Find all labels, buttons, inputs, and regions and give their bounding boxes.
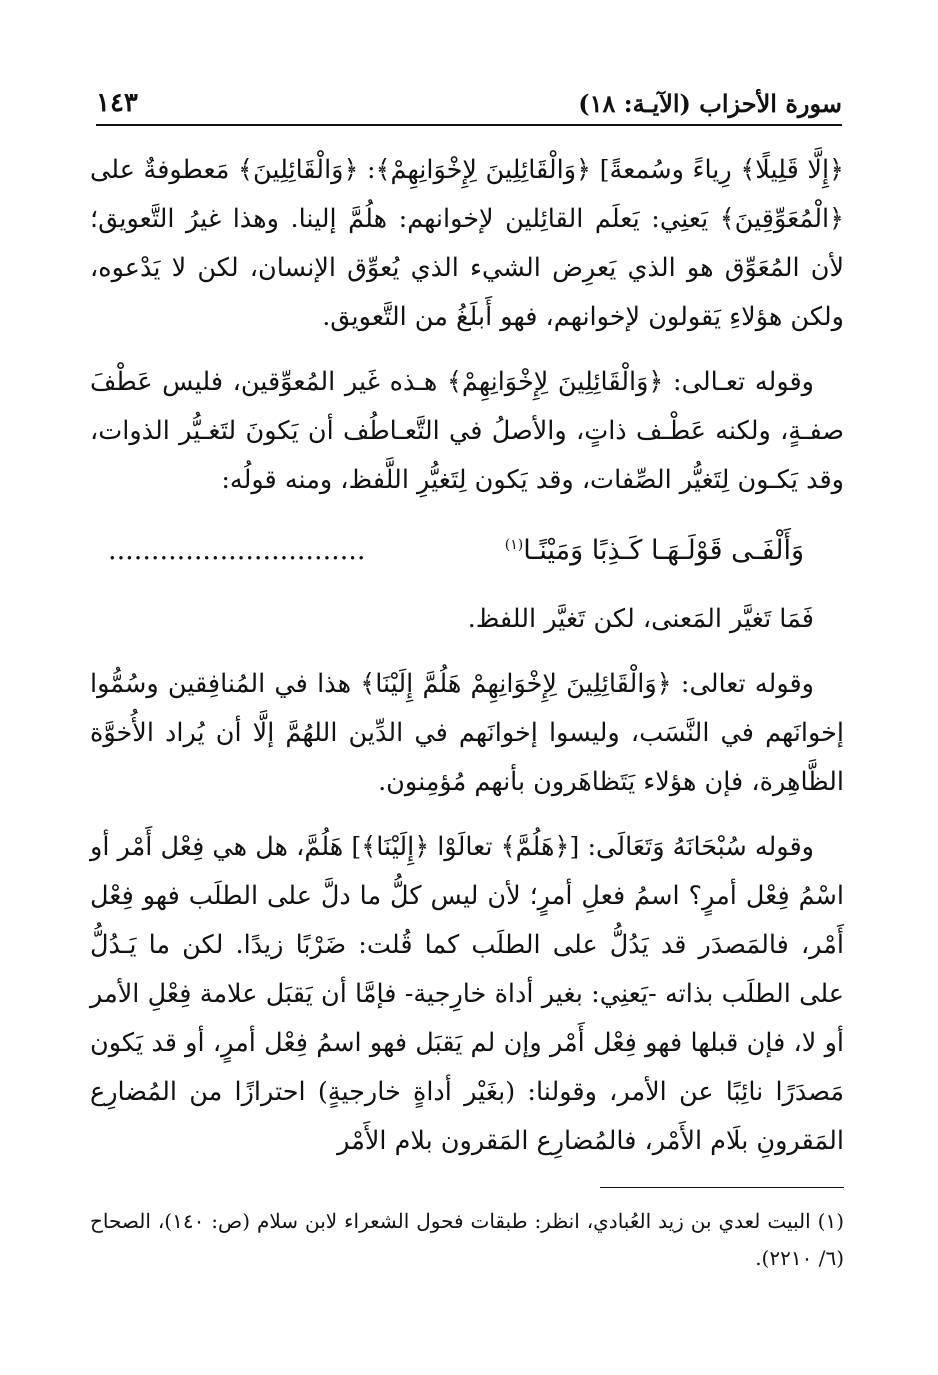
- verse-first-hemistich-ellipsis: ..............................: [108, 535, 366, 566]
- paragraph-2: وقوله تعـالى: ﴿وَالْقَائِلِينَ لِإِخْوَانِهِمْ﴾ هـذه غَير المُعوِّقين، فليس عَطْفَ صفـةٍ، ولكنه عَطْـف ذاتٍ، والأصلُ في التَّعـاطُف أن يَكونَ لتَغـيُّر الذوات، وقد يَكـون لِتَغيُّر الصِّفات، وقد يَكون لِتَغيُّرِ اللَّفظ، ومنه قولُه:: [90, 367, 844, 495]
- footnote-separator: [600, 1187, 844, 1188]
- footnote-marker: (١): [504, 537, 524, 553]
- page-header: [96, 80, 842, 126]
- footnotes: [90, 1203, 844, 1277]
- verse-second-hemistich: وَأَلْفَـى قَوْلَـهَـا كَـذِبًا وَمَيْنًـا$^{(١)}$: [504, 535, 804, 566]
- paragraph-4: وقوله تعالى: ﴿وَالْقَائِلِينَ لِإِخْوَانِهِمْ هَلُمَّ إِلَيْنَا﴾ هذا في المُنافِقين وسُمُّوا إخوانَهم في النَّسَب، وليسوا إخوانَهم في الدِّين اللهُمَّ إلَّا أن يُراد الأُخوَّة الظَّاهِرة، فإن هؤلاء يَتَظاهَرون بأنهم مُؤمِنون.: [90, 669, 844, 797]
- running-title: سورة الأحزاب (الآيـة: ١٨): [578, 89, 842, 118]
- main-text: [90, 146, 844, 1182]
- paragraph-1: ﴿إِلَّا قَلِيلًا﴾ رِياءً وسُمعةً] ﴿وَالْقَائِلِينَ لِإِخْوَانِهِمْ﴾: ﴿وَالْقَائِلِينَ﴾ مَعطوفةٌ على ﴿الْمُعَوِّقِينَ﴾ يَعنِي: يَعلَم القائِلين لإخوانهم: هلُمَّ إلينا. وهذا غيرُ التَّعويق؛ لأن المُعَوِّق هو الذي يَعرِض الشيء الذي يُعوِّق الإنسان، لكن لا يَدْعوه، ولكن هؤلاءِ يَقولون لإخوانهم، فهو أَبلَغُ من التَّعويق.: [90, 155, 844, 332]
- paragraph-3: فَمَا تَغيَّر المَعنى، لكن تَغيَّر اللفظ.: [467, 604, 814, 634]
- footnote-1: (١) البيت لعدي بن زيد العُبادي، انظر: طبقات فحول الشعراء لابن سلام (ص: ١٤٠)، الصحاح (٦/ ٢٢١٠).: [90, 1209, 845, 1270]
- poetry-verse: [90, 521, 844, 575]
- paragraph-5: وقوله سُبْحَانَهُ وَتَعَالَى: [﴿هَلُمَّ﴾ تعالَوْا ﴿إِلَيْنَا﴾] هَلُمَّ، هل هي فِعْل أَمْر أو اسْمُ فِعْل أمرٍ؟ اسمُ فعلِ أمرٍ؛ لأن ليس كلُّ ما دلَّ على الطلَب فهو فِعْل أَمْر، فالمَصدَر قد يَدُلُّ على الطلَب كما قُلت: ضَرْبًا زيدًا. لكن ما يَـدُلُّ على الطلَب بذاته -يَعنِي: بغير أداة خارِجية- فإمَّا أن يَقبَل علامة فِعْلِ الأمر أو لا، فإن قبلها فهو فِعْل أَمْر وإن لم يَقبَل فهو اسمُ فِعْل أمرٍ، أو قد يَكون مَصدَرًا نائِبًا عن الأمر، وقولنا: (بغَيْر أداةٍ خارجيةٍ) احترازًا من المُضارِع المَقرونِ بلَام الأَمْر، فالمُضارِع المَقرون بلام الأَمْر: [90, 832, 844, 1156]
- page-number: ١٤٣: [96, 88, 138, 118]
